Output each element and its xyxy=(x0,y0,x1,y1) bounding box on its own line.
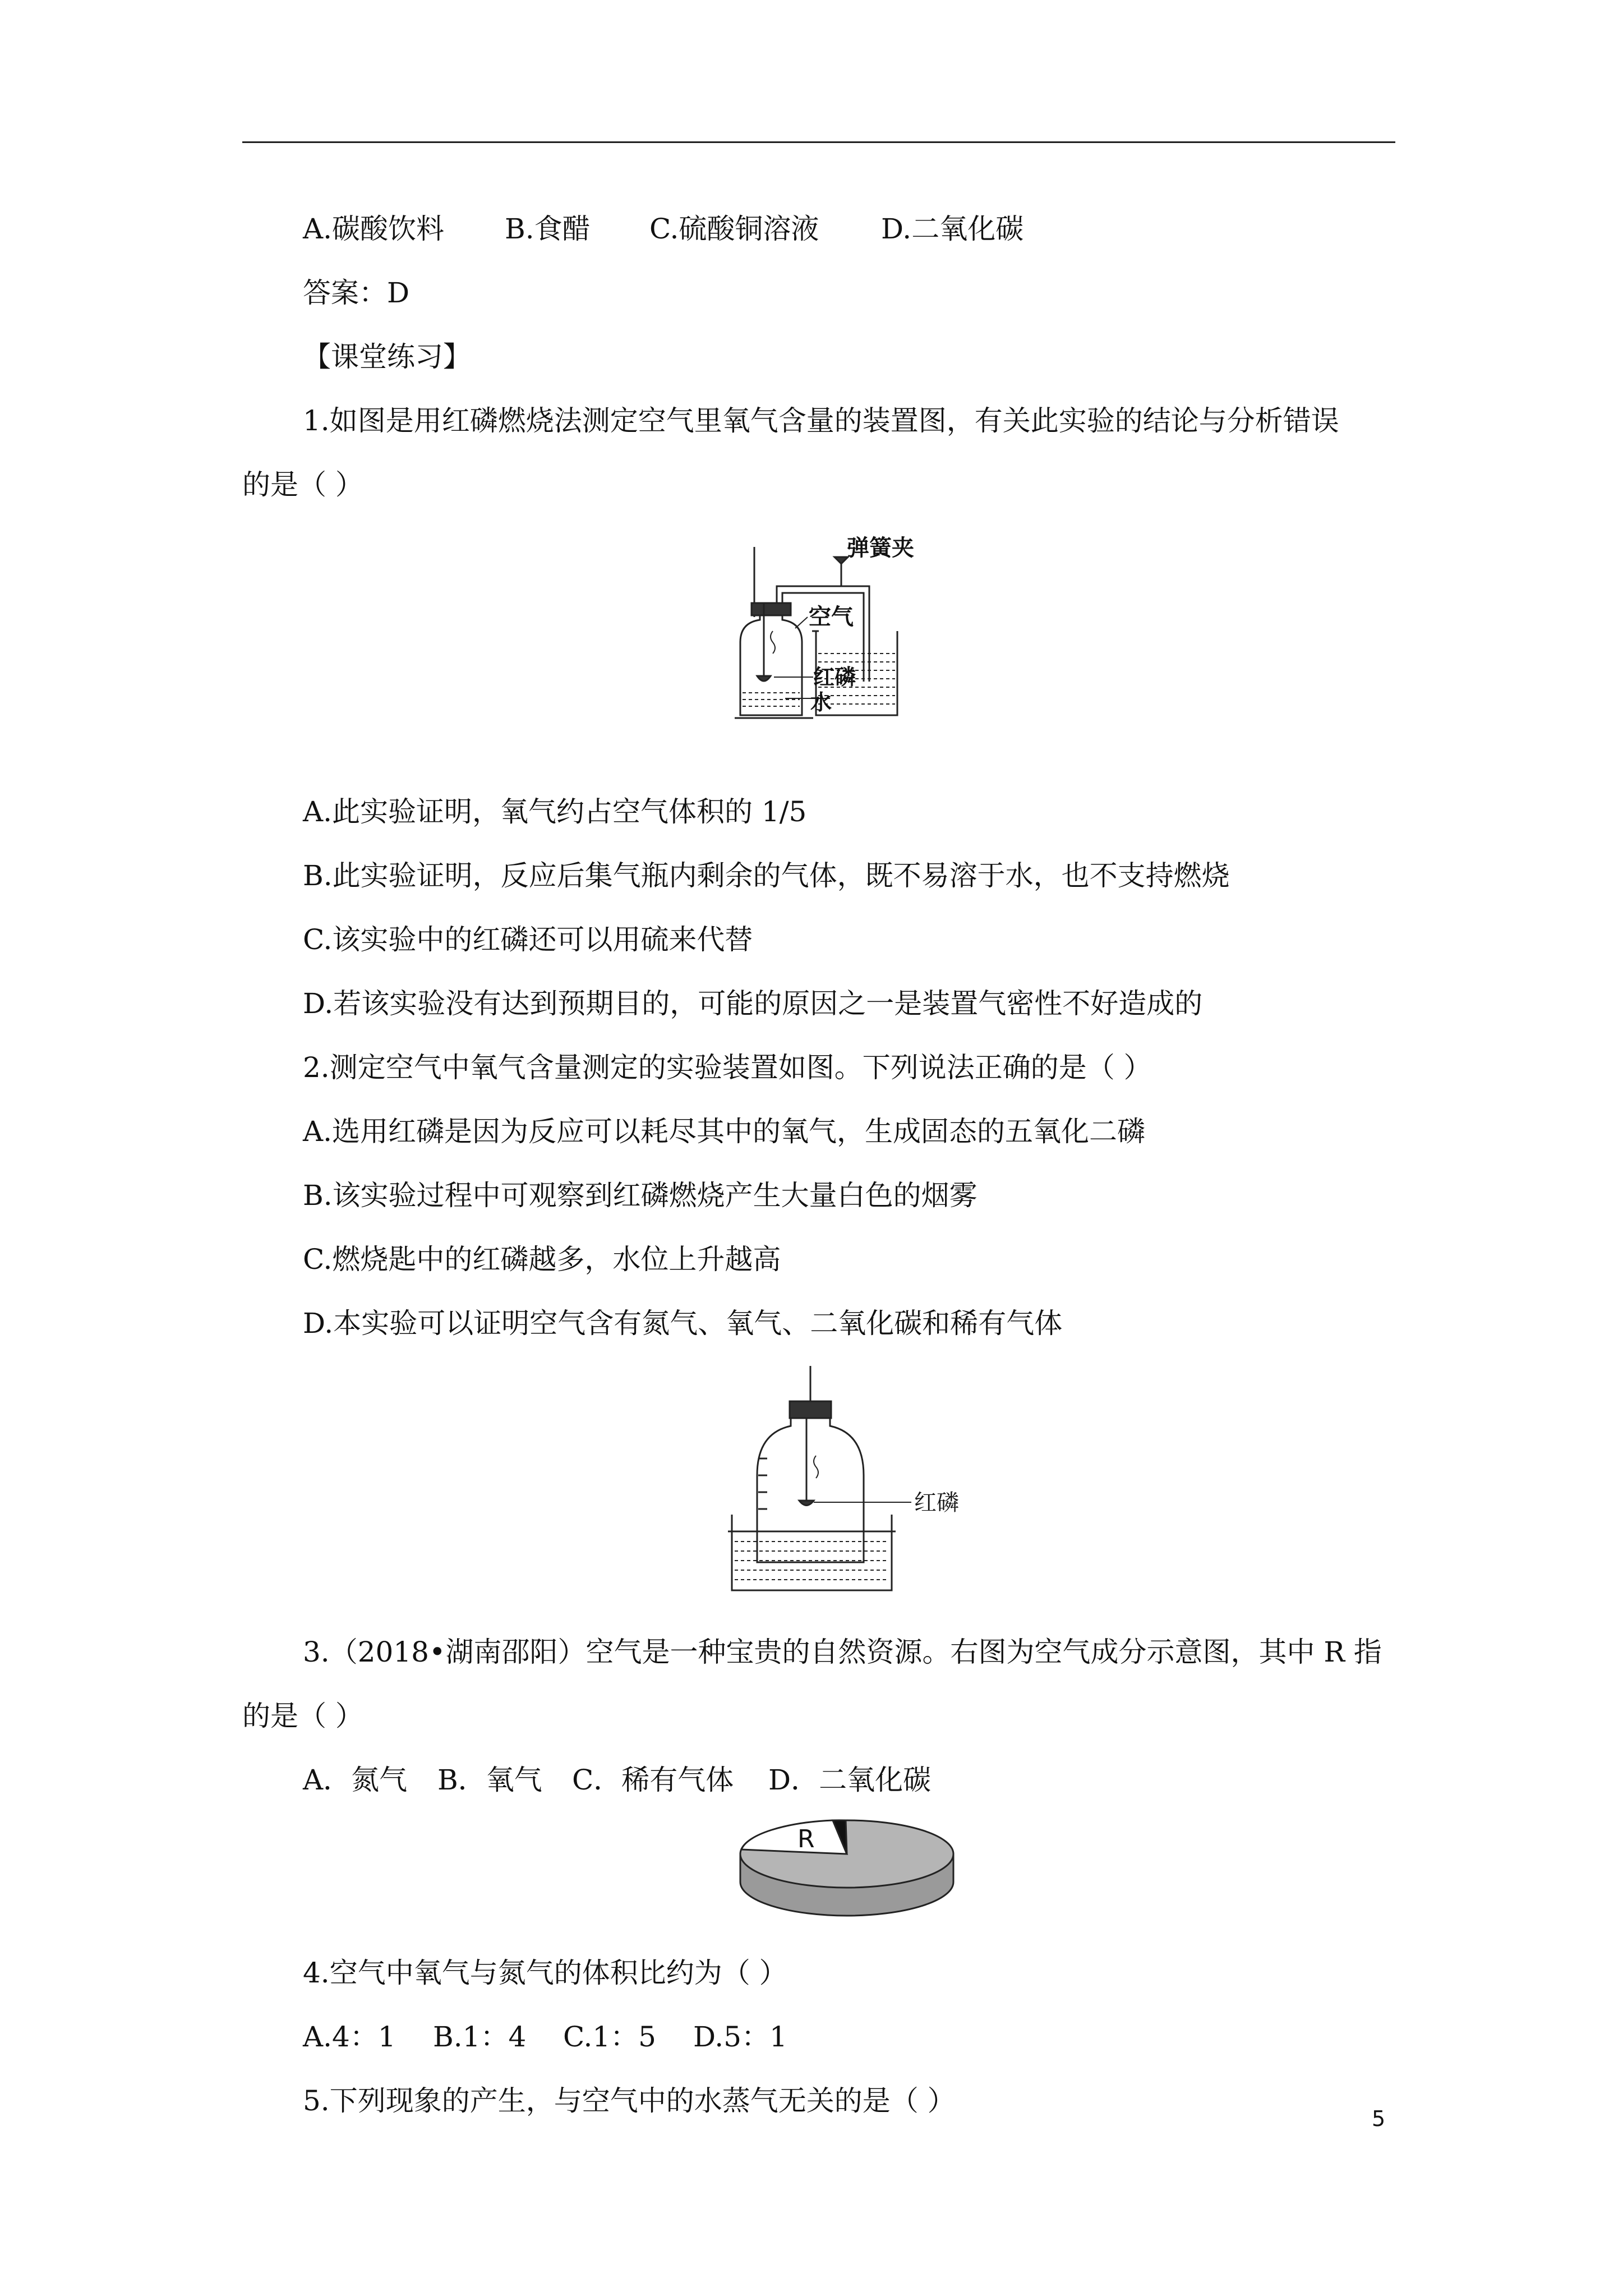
q3-pie-figure xyxy=(729,1809,965,1927)
q3-stem-cont: 的是（ ） xyxy=(242,1700,363,1732)
q1-option-c: C.该实验中的红磷还可以用硫来代替 xyxy=(303,923,753,956)
prev-options xyxy=(303,212,1023,246)
section-title: 【课堂练习】 xyxy=(303,341,471,373)
label-clamp: 弹簧夹 xyxy=(847,535,914,561)
label-air: 空气 xyxy=(809,604,854,630)
q1-option-b: B.此实验证明，反应后集气瓶内剩余的气体，既不易溶于水，也不支持燃烧 xyxy=(303,859,1230,892)
q2-option-a: A.选用红磷是因为反应可以耗尽其中的氧气，生成固态的五氧化二磷 xyxy=(303,1115,1146,1148)
q2-apparatus-figure xyxy=(723,1363,987,1593)
q2-option-d: D.本实验可以证明空气含有氮气、氧气、二氧化碳和稀有气体 xyxy=(303,1307,1063,1340)
q1-option-a: A.此实验证明，氧气约占空气体积的 1/5 xyxy=(303,795,807,828)
q4-option-b: B.1：4 xyxy=(433,2021,527,2053)
label-water: 水 xyxy=(810,690,832,715)
q4-option-a: A.4：1 xyxy=(303,2021,396,2053)
q4-option-c: C.1：5 xyxy=(563,2021,656,2053)
label-phosphorus-2: 红磷 xyxy=(914,1490,959,1516)
q3-option-a: A．氮气 xyxy=(303,1764,408,1796)
option-b: B.食醋 xyxy=(505,213,591,245)
q1-stem: 1.如图是用红磷燃烧法测定空气里氧气含量的装置图，有关此实验的结论与分析错误 xyxy=(303,404,1339,437)
option-c: C.硫酸铜溶液 xyxy=(649,213,819,245)
q5-stem: 5.下列现象的产生，与空气中的水蒸气无关的是（ ） xyxy=(303,2085,956,2117)
page-number: 5 xyxy=(1372,2106,1386,2131)
q2-option-c: C.燃烧匙中的红磷越多，水位上升越高 xyxy=(303,1243,781,1276)
header-rule xyxy=(242,141,1395,143)
q3-option-c: C．稀有气体 xyxy=(572,1764,734,1796)
q3-stem: 3.（2018•湖南邵阳）空气是一种宝贵的自然资源。右图为空气成分示意图，其中 R 指 xyxy=(303,1636,1382,1668)
q1-apparatus-figure xyxy=(729,530,976,749)
q3-option-d: D．二氧化碳 xyxy=(768,1764,932,1796)
q4-option-d: D.5：1 xyxy=(693,2021,787,2053)
option-d: D.二氧化碳 xyxy=(881,213,1024,245)
q3-option-b: B．氧气 xyxy=(437,1764,542,1796)
q2-option-b: B.该实验过程中可观察到红磷燃烧产生大量白色的烟雾 xyxy=(303,1179,978,1212)
q3-options xyxy=(303,1763,931,1797)
q4-options xyxy=(303,2020,787,2054)
q1-option-d: D.若该实验没有达到预期目的，可能的原因之一是装置气密性不好造成的 xyxy=(303,987,1203,1020)
label-phosphorus: 红磷 xyxy=(813,665,856,689)
option-a: A.碳酸饮料 xyxy=(303,213,445,245)
q4-stem: 4.空气中氧气与氮气的体积比约为（ ） xyxy=(303,1957,787,1989)
q1-stem-cont: 的是（ ） xyxy=(242,468,363,501)
label-r: R xyxy=(797,1825,815,1853)
answer: 答案：D xyxy=(303,277,410,309)
q2-stem: 2.测定空气中氧气含量测定的实验装置如图。下列说法正确的是（ ） xyxy=(303,1051,1152,1084)
